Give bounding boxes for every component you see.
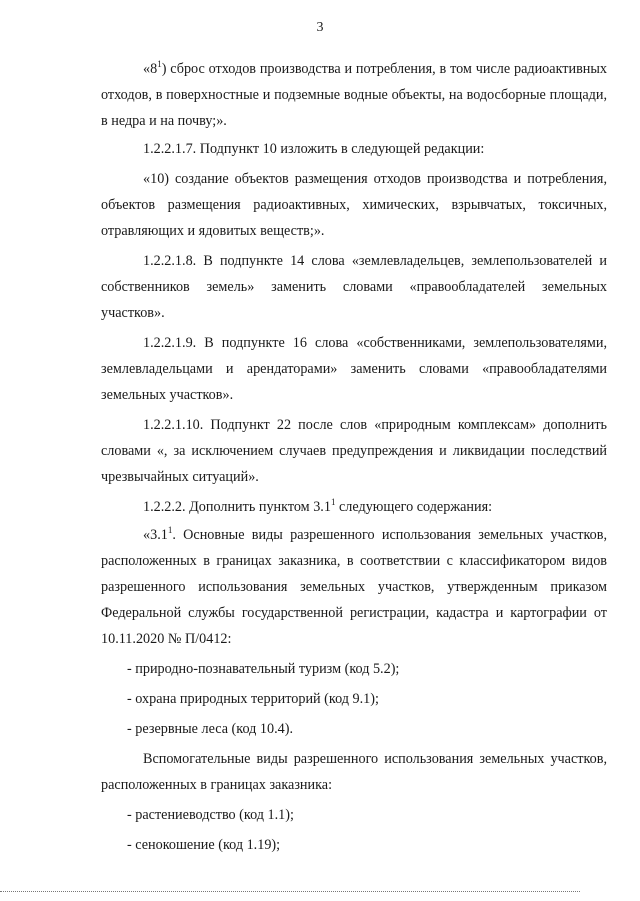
paragraph-aux-uses-intro: Вспомогательные виды разрешенного использования земельных участков, расположенных в границах заказника:: [101, 751, 607, 793]
list-item-aux-use: - сенокошение (код 1.19);: [127, 837, 281, 853]
paragraph-1-2-2-2: 1.2.2.2. Дополнить пунктом $3.1^1$ следующего содержания:: [143, 497, 493, 515]
list-item-aux-use: - растениеводство (код 1.1);: [127, 807, 294, 823]
paragraph-subclause-10: «10) создание объектов размещения отходов производства и потребления, объектов размещения радиоактивных, химических, взрывчатых, токсичных, отравляющих и ядовитых веществ;».: [101, 171, 607, 239]
paragraph-1-2-2-1-9: 1.2.2.1.9. В подпункте 16 слова «собственниками, землепользователями, землевладельцами и арендаторами» заменить словами «правообладателями земельных участков».: [101, 335, 607, 403]
paragraph-main-uses-intro: «$3.1^1$. Основные виды разрешенного использования земельных участков, расположенных в границах заказника, в соответствии с классификатором видов разрешенного использования земельных участков, утвержденным приказом Федеральной службы государственной регистрации, кадастра и картографии от 10.11.2020 № П/0412:: [101, 525, 607, 647]
list-item-main-use: - природно-познавательный туризм (код 5.2);: [127, 661, 400, 677]
paragraph-waste-discharge: «$8^1$) сброс отходов производства и потребления, в том числе радиоактивных отходов, в поверхностные и подземные водные объекты, на водосборные площади, в недра и на почву;».: [101, 59, 607, 129]
footer-divider: [0, 891, 580, 892]
list-item-main-use: - охрана природных территорий (код 9.1);: [127, 691, 379, 707]
paragraph-1-2-2-1-10: 1.2.2.1.10. Подпункт 22 после слов «природным комплексам» дополнить словами «, за исключением случаев предупреждения и ликвидации последствий чрезвычайных ситуаций».: [101, 417, 607, 485]
page-number: 3: [316, 20, 324, 35]
list-item-main-use: - резервные леса (код 10.4).: [127, 721, 293, 737]
document-body: [101, 56, 607, 858]
paragraph-1-2-2-1-8: 1.2.2.1.8. В подпункте 14 слова «землевладельцев, землепользователей и собственников земель» заменить словами «правообладателей земельных участков».: [101, 253, 607, 321]
paragraph-1-2-2-1-7: 1.2.2.1.7. Подпункт 10 изложить в следующей редакции:: [143, 141, 485, 157]
